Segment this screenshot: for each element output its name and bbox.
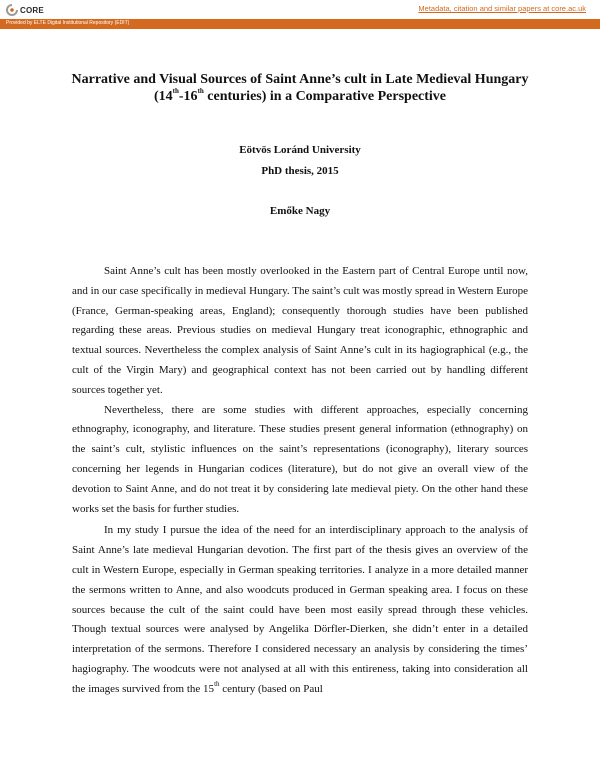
provided-by-bar	[0, 19, 600, 29]
paragraph-2: Nevertheless, there are some studies with different approaches, especially concerning ethnography, iconography, and literature. These studies present general information (ethnography) on the saint’s cult, stylistic influences on the saint’s representations (iconography), literary sources concerning her legends in Hungarian codices (literature), but do not give an overall view of the devotion to Saint Anne, and do not treat it by considering late medieval piety. On the other hand these works set the basis for further studies.	[72, 403, 528, 515]
author-name: Emőke Nagy	[269, 205, 331, 217]
body-text	[72, 262, 528, 700]
paragraph-3: In my study I pursue the idea of the need for an interdisciplinary approach to the analysis of Saint Anne’s late medieval Hungarian devotion. The first part of the thesis gives an overview of the cult in Western Europe, especially in German speaking territories. I analyze in a more detailed manner the sermons written to Anne, and also woodcuts produced in German speaking area. I focus on these sources because the cult of the saint could have been most easily spread through these vehicles. Though textual sources were analysed by Angelika Dörfler-Dierken, she didn’t enter in a detailed interpretation of the sermons. Therefore I considered necessary an analysis by considering the times’ hagiography. The woodcuts were not analysed at all with this entireness, taking into consideration all the images survived from the 15th century (based on Paul	[72, 524, 528, 695]
core-logo-icon	[6, 4, 18, 16]
core-header-bar	[0, 0, 600, 19]
university-name: Eötvös Loránd University	[239, 144, 361, 156]
metadata-citation-link[interactable]: Metadata, citation and similar papers at core.ac.uk	[418, 4, 586, 13]
century-sup: th	[214, 680, 220, 689]
title-sup-2: th	[197, 87, 204, 96]
document-title	[40, 71, 560, 105]
core-logo[interactable]	[6, 3, 44, 17]
thesis-info: PhD thesis, 2015	[261, 165, 339, 177]
title-line-2: (14th-16th centuries) in a Comparative Perspective	[153, 87, 447, 104]
provided-by-text[interactable]: Provided by ELTE Digital Institutional Repository (EDIT)	[6, 20, 130, 26]
title-line-1: Narrative and Visual Sources of Saint Anne’s cult in Late Medieval Hungary	[71, 72, 529, 87]
core-logo-text: CORE	[20, 5, 44, 15]
paragraph-1: Saint Anne’s cult has been mostly overlooked in the Eastern part of Central Europe until now, and in our case specifically in medieval Hungary. The saint’s cult was mostly spread in Western Europe (France, German-speaking areas, England); consequently thorough studies have been published regarding these areas. Previous studies on medieval Hungary treat iconographic, ethnographic and textual sources. Nevertheless the complex analysis of Saint Anne’s cult in its hagiographical (e.g., the cult of the Virgin Mary) and geographical context has not been carried out by handling different sources together yet.	[72, 265, 528, 396]
title-sup-1: th	[172, 87, 179, 96]
